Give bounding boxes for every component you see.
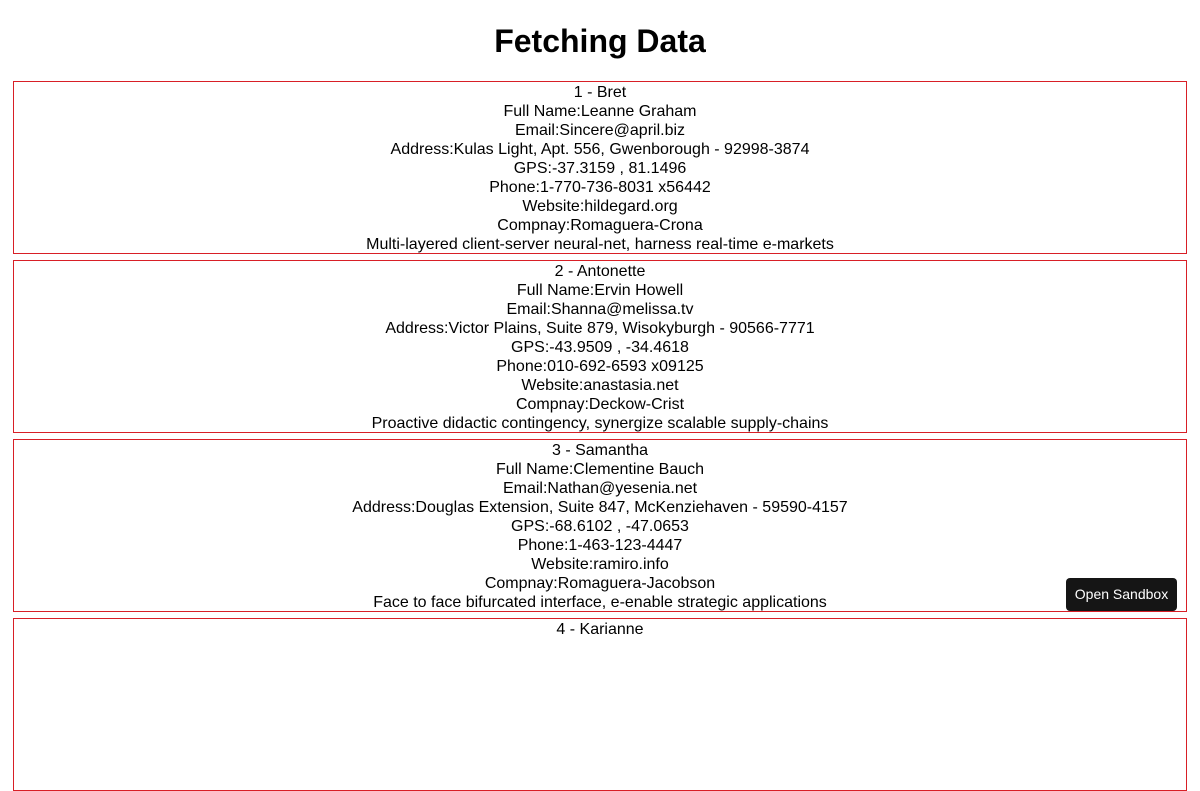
user-full-name xyxy=(14,281,1186,300)
user-heading: 3 - Samantha xyxy=(551,442,649,459)
email-value: Shanna@melissa.tv xyxy=(550,301,694,318)
user-company xyxy=(14,216,1186,235)
open-sandbox-button[interactable]: Open Sandbox xyxy=(1066,578,1177,611)
email-label: Email: xyxy=(514,122,560,139)
user-catch-phrase: Face to face bifurcated interface, e-enable strategic applications xyxy=(373,594,827,611)
company-value: Romaguera-Jacobson xyxy=(557,575,716,592)
user-address xyxy=(14,140,1186,159)
user-website xyxy=(14,376,1186,395)
website-value: ramiro.info xyxy=(593,556,669,573)
address-value: Kulas Light, Apt. 556, Gwenborough - 92998-3874 xyxy=(453,141,810,158)
full-name-value: Ervin Howell xyxy=(594,282,684,299)
user-full-name xyxy=(14,460,1186,479)
company-value: Romaguera-Crona xyxy=(570,217,703,234)
gps-value: -37.3159 , 81.1496 xyxy=(551,160,687,177)
full-name-value: Leanne Graham xyxy=(580,103,697,120)
phone-value: 010-692-6593 x09125 xyxy=(547,358,704,375)
email-label: Email: xyxy=(506,301,551,318)
page-title: Fetching Data xyxy=(494,23,706,59)
user-company xyxy=(14,395,1186,414)
address-label: Address: xyxy=(385,320,449,337)
user-catch-phrase: Proactive didactic contingency, synergize scalable supply-chains xyxy=(371,415,829,432)
address-label: Address: xyxy=(352,499,416,516)
user-phone xyxy=(14,357,1186,376)
website-value: hildegard.org xyxy=(584,198,678,215)
company-label: Compnay: xyxy=(497,217,571,234)
website-label: Website: xyxy=(531,556,594,573)
full-name-label: Full Name: xyxy=(516,282,595,299)
phone-label: Phone: xyxy=(496,358,548,375)
gps-label: GPS: xyxy=(513,160,552,177)
address-value: Victor Plains, Suite 879, Wisokyburgh - 90566-7771 xyxy=(448,320,815,337)
address-value: Douglas Extension, Suite 847, McKenziehaven - 59590-4157 xyxy=(415,499,848,516)
user-list xyxy=(0,81,1200,791)
user-website xyxy=(14,555,1186,574)
user-card xyxy=(13,439,1187,612)
phone-value: 1-463-123-4447 xyxy=(568,537,683,554)
phone-label: Phone: xyxy=(517,537,569,554)
user-catch-phrase: Multi-layered client-server neural-net, harness real-time e-markets xyxy=(366,236,834,253)
user-card xyxy=(13,618,1187,791)
user-full-name xyxy=(14,102,1186,121)
company-value: Deckow-Crist xyxy=(588,396,685,413)
user-card xyxy=(13,81,1187,254)
company-label: Compnay: xyxy=(515,396,589,413)
website-label: Website: xyxy=(521,377,584,394)
user-heading: 1 - Bret xyxy=(573,84,627,101)
website-value: anastasia.net xyxy=(583,377,679,394)
user-heading: 4 - Karianne xyxy=(556,621,644,638)
gps-value: -43.9509 , -34.4618 xyxy=(549,339,689,356)
gps-label: GPS: xyxy=(511,339,550,356)
email-value: Nathan@yesenia.net xyxy=(547,480,698,497)
user-company xyxy=(14,574,1186,593)
user-gps xyxy=(14,517,1186,536)
user-gps xyxy=(14,338,1186,357)
website-label: Website: xyxy=(522,198,585,215)
user-gps xyxy=(14,159,1186,178)
user-phone xyxy=(14,178,1186,197)
email-value: Sincere@april.biz xyxy=(559,122,686,139)
user-phone xyxy=(14,536,1186,555)
full-name-value: Clementine Bauch xyxy=(573,461,705,478)
user-website xyxy=(14,197,1186,216)
email-label: Email: xyxy=(502,480,548,497)
full-name-label: Full Name: xyxy=(495,461,574,478)
user-email xyxy=(14,121,1186,140)
user-heading: 2 - Antonette xyxy=(554,263,646,280)
user-email xyxy=(14,300,1186,319)
gps-label: GPS: xyxy=(511,518,550,535)
user-address xyxy=(14,319,1186,338)
user-email xyxy=(14,479,1186,498)
phone-value: 1-770-736-8031 x56442 xyxy=(539,179,711,196)
company-label: Compnay: xyxy=(484,575,558,592)
phone-label: Phone: xyxy=(489,179,540,196)
address-label: Address: xyxy=(390,141,454,158)
gps-value: -68.6102 , -47.0653 xyxy=(549,518,689,535)
full-name-label: Full Name: xyxy=(503,103,581,120)
user-address xyxy=(14,498,1186,517)
user-card xyxy=(13,260,1187,433)
